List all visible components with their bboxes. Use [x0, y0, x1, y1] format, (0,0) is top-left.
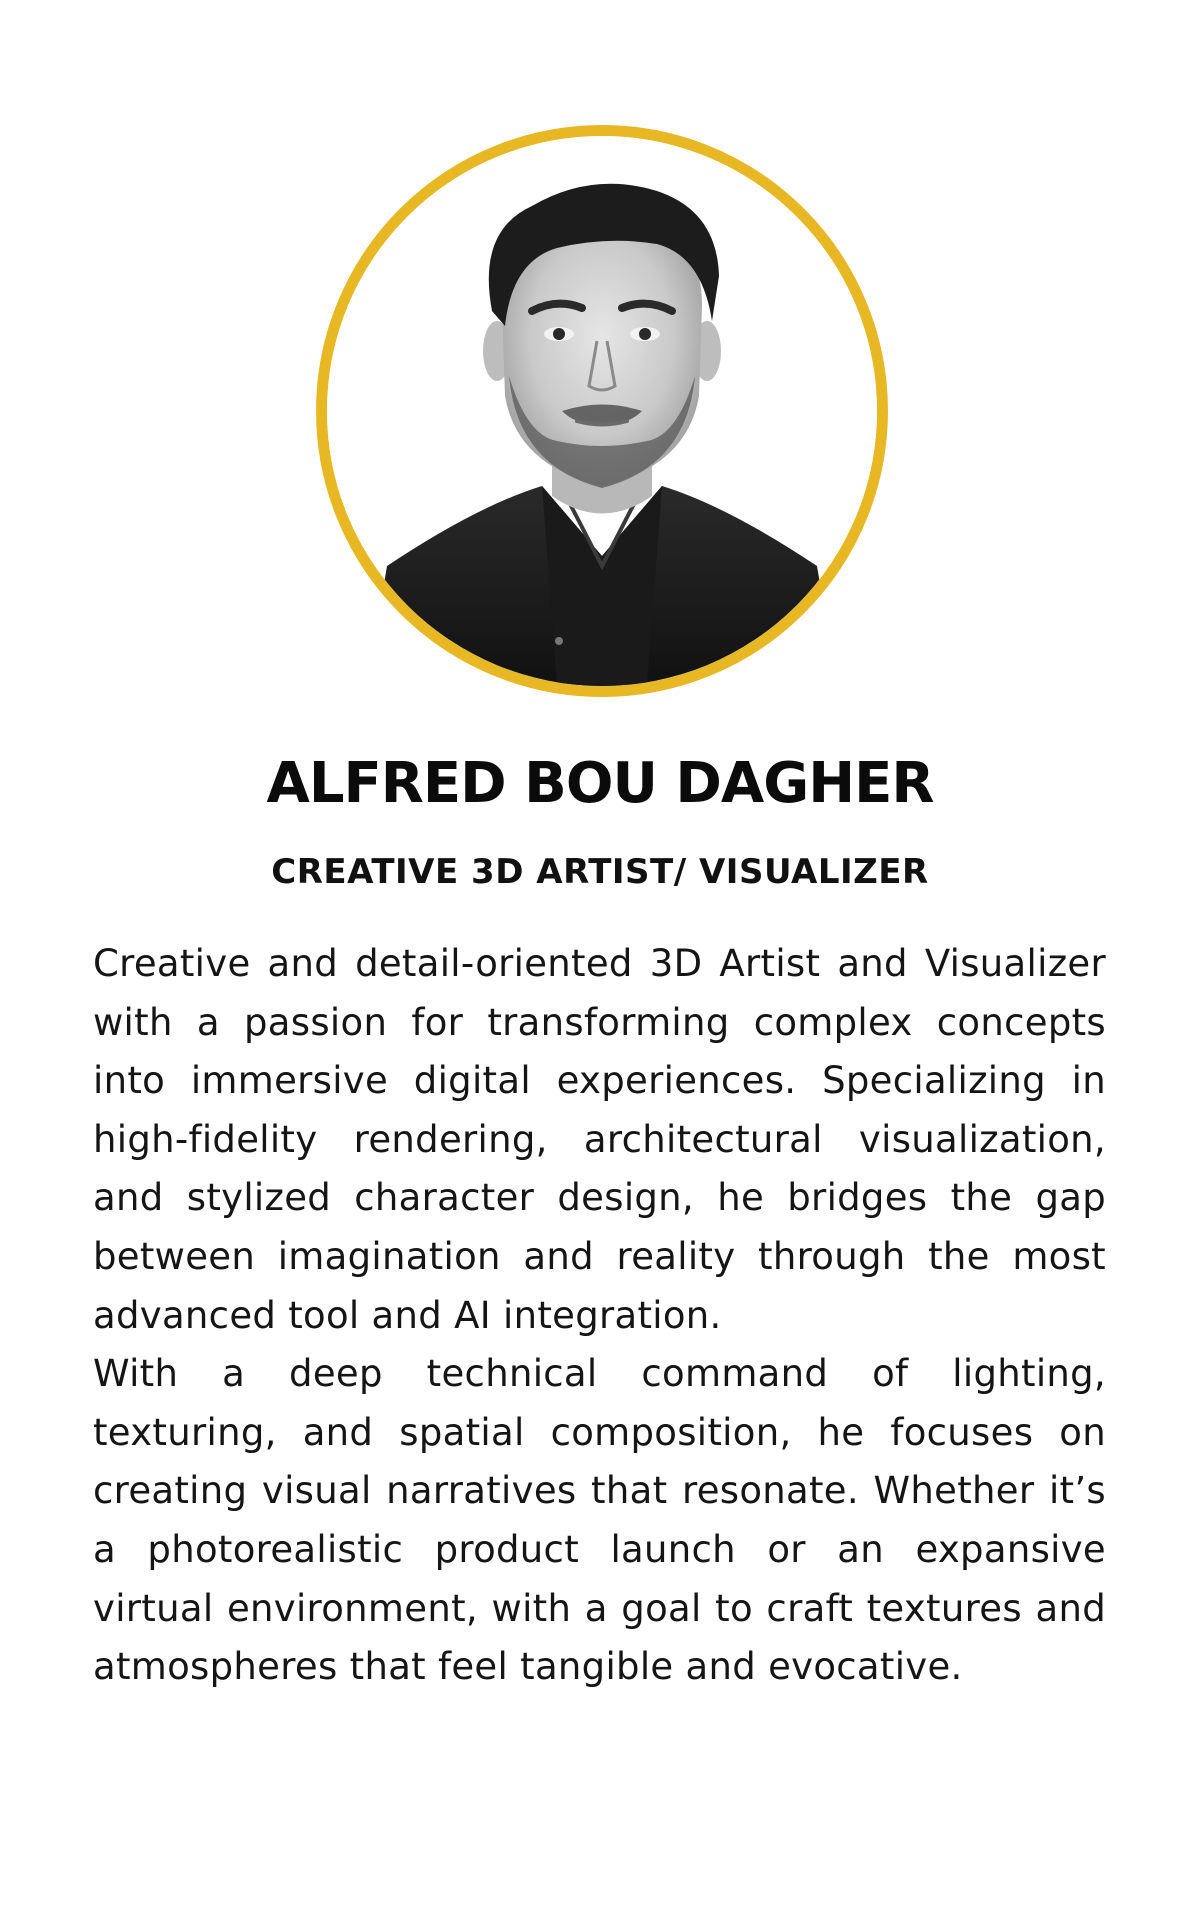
- bio-paragraph: Creative and detail-oriented 3D Artist and Visualizer with a passion for transforming complex concepts into immersive digital experiences. Specializing in high-fidelity rendering, architectural visualization, and stylized character design, he bridges the gap between imagination and reality through the most advanced tool and AI integration.: [93, 942, 1106, 1337]
- bio-paragraph: With a deep technical command of lighting, texturing, and spatial composition, he focuses on creating visual narratives that resonate. Whether it’s a photorealistic product launch or an expansive virtual environment, with a goal to craft textures and atmospheres that feel tangible and evocative.: [93, 1352, 1106, 1689]
- avatar: [316, 125, 888, 697]
- portrait-photo-icon: [327, 136, 877, 686]
- profile-bio: [93, 935, 1106, 1697]
- profile-title: CREATIVE 3D ARTIST/ VISUALIZER: [271, 852, 929, 892]
- profile-name: ALFRED BOU DAGHER: [266, 751, 934, 816]
